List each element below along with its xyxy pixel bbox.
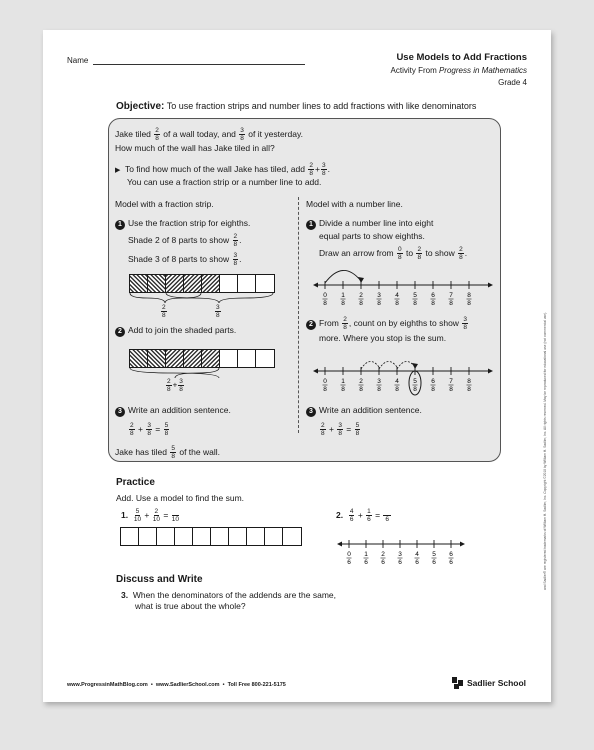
step-number: 3: [115, 407, 125, 417]
right-step-1c: Draw an arrow from $\frac{0}{8}$ to $\frac{2}{8}$ to show $\frac{2}{8}$ .: [319, 246, 468, 261]
tick-numerator: 3: [377, 292, 381, 299]
tick-numerator: 3: [398, 551, 402, 558]
name-label: Name: [67, 56, 89, 65]
step-number: 3: [306, 407, 316, 417]
fraction-strip-joined: [129, 349, 275, 368]
tick-numerator: 1: [364, 551, 368, 558]
tenths-strip[interactable]: [120, 527, 302, 546]
tick-numerator: 0: [323, 292, 327, 299]
sadlier-logo-icon: [451, 676, 465, 690]
tick-numerator: 5: [413, 378, 417, 385]
hint-line-1: ▶ To find how much of the wall Jake has tiled, add $\frac{2}{8}$ + $\frac{3}{8}$ .: [115, 162, 330, 177]
activity-source: Activity From Progress in Mathematics: [390, 66, 527, 75]
step-number: 2: [306, 320, 316, 330]
left-step-2: 2 Add to join the shaded parts.: [115, 325, 236, 337]
brace-label-b: $\frac{3}{8}$: [216, 304, 220, 320]
right-step-1b: equal parts to show eighths.: [319, 231, 425, 241]
column-divider: [298, 197, 299, 433]
hint-line-2: You can use a fraction strip or a number line to add.: [127, 177, 322, 187]
left-heading: Model with a fraction strip.: [115, 199, 214, 209]
problem-line-1: Jake tiled $\frac{2}{8}$ of a wall today, and $\frac{3}{8}$ of it yesterday.: [115, 127, 303, 142]
discuss-heading: Discuss and Write: [116, 574, 203, 585]
tick-denominator: 6: [347, 559, 351, 566]
tick-denominator: 8: [341, 300, 345, 307]
tick-numerator: 2: [359, 378, 363, 385]
practice-instruction: Add. Use a model to find the sum.: [116, 493, 245, 503]
brace-label-a: $\frac{2}{8}$: [162, 304, 166, 320]
tick-denominator: 8: [323, 386, 327, 393]
objective-text: To use fraction strips and number lines to add fractions with like denominators: [166, 101, 477, 111]
tick-denominator: 6: [398, 559, 402, 566]
phone-number: Toll Free 800-221-5175: [227, 682, 286, 688]
left-step-3: 3 Write an addition sentence.: [115, 405, 231, 417]
right-heading: Model with a number line.: [306, 199, 403, 209]
tick-numerator: 0: [323, 378, 327, 385]
tick-numerator: 1: [341, 292, 345, 299]
tick-numerator: 7: [449, 292, 453, 299]
grade-label: Grade 4: [498, 78, 527, 87]
tick-numerator: 7: [449, 378, 453, 385]
objective: [116, 101, 476, 112]
conclusion: Jake has tiled $\frac{5}{8}$ of the wall.: [115, 445, 220, 460]
right-addition-sentence: $\frac{2}{8}$ + $\frac{3}{8}$ = $\frac{5}{8}$: [321, 422, 360, 437]
tick-denominator: 6: [449, 559, 453, 566]
tick-denominator: 8: [431, 386, 435, 393]
tick-denominator: 8: [377, 386, 381, 393]
tick-denominator: 6: [432, 559, 436, 566]
tick-denominator: 8: [359, 386, 363, 393]
copyright-note: and Sadlier® are registered trademarks of William H. Sadlier, Inc. Copyright ©2018 by William H. Sadlier, Inc. All rights reserved. May be reproduced for educational use (not commercial use).: [543, 311, 547, 590]
site-link[interactable]: www.SadlierSchool.com: [155, 682, 220, 688]
left-step-1: 1 Use the fraction strip for eighths.: [115, 218, 250, 230]
step-number: 1: [115, 220, 125, 230]
left-step-1c: Shade 3 of 8 parts to show $\frac{3}{8}$ .: [128, 252, 242, 267]
tick-numerator: 2: [359, 292, 363, 299]
tick-numerator: 1: [341, 378, 345, 385]
worksheet-page: [43, 30, 551, 702]
practice-problem-2: 2. $\frac{4}{6}$ + $\frac{1}{6}$ = 6: [336, 508, 389, 523]
number-line-eighths-2: [313, 345, 495, 399]
tick-numerator: 8: [467, 292, 471, 299]
tick-numerator: 2: [381, 551, 385, 558]
tick-denominator: 8: [359, 300, 363, 307]
tick-denominator: 8: [431, 300, 435, 307]
tick-numerator: 6: [431, 292, 435, 299]
name-line[interactable]: [93, 64, 305, 65]
tick-numerator: 5: [413, 292, 417, 299]
header-block: [391, 52, 527, 87]
number-line-eighths-1: [313, 259, 495, 309]
tick-numerator: 4: [395, 378, 399, 385]
brand-logo: [451, 676, 526, 690]
tick-denominator: 8: [467, 300, 471, 307]
objective-label: Objective:: [116, 101, 165, 112]
tick-numerator: 5: [432, 551, 436, 558]
practice-heading: Practice: [116, 477, 155, 488]
tick-numerator: 4: [415, 551, 419, 558]
discuss-question-2: what is true about the whole?: [135, 601, 246, 611]
left-addition-sentence: $\frac{2}{8}$ + $\frac{3}{8}$ = $\frac{5}{8}$: [130, 422, 169, 437]
tick-denominator: 6: [415, 559, 419, 566]
footer-links: www.ProgressinMathBlog.com • www.SadlierSchool.com • Toll Free 800-221-5175: [67, 682, 286, 688]
problem-line-2: How much of the wall has Jake tiled in all?: [115, 143, 275, 153]
right-step-2: 2 From $\frac{2}{8}$ , count on by eighths to show $\frac{3}{8}$: [306, 316, 469, 331]
tick-numerator: 6: [449, 551, 453, 558]
tick-denominator: 8: [449, 386, 453, 393]
tick-denominator: 8: [413, 300, 417, 307]
discuss-question: 3. When the denominators of the addends are the same,: [121, 590, 337, 600]
right-step-2b: more. Where you stop is the sum.: [319, 333, 447, 343]
blog-link[interactable]: www.ProgressinMathBlog.com: [67, 682, 148, 688]
number-line-sixths[interactable]: [337, 530, 467, 570]
tick-numerator: 6: [431, 378, 435, 385]
tick-numerator: 4: [395, 292, 399, 299]
fraction-strip-eighths: [129, 274, 275, 293]
left-step-1b: Shade 2 of 8 parts to show $\frac{2}{8}$ .: [128, 233, 242, 248]
brand-name: Sadlier School: [467, 678, 527, 688]
tick-denominator: 8: [323, 300, 327, 307]
right-step-1: 1 Divide a number line into eight: [306, 218, 433, 230]
tick-denominator: 8: [395, 300, 399, 307]
practice-problem-1: 1. $\frac{5}{10}$ + $\frac{2}{10}$ = 10: [121, 508, 179, 523]
tick-denominator: 8: [467, 386, 471, 393]
tick-denominator: 6: [381, 559, 385, 566]
worked-example-box: [108, 118, 501, 462]
joined-brace-label: $\frac{2}{8}$ + $\frac{3}{8}$: [167, 378, 183, 393]
tick-denominator: 8: [341, 386, 345, 393]
tick-denominator: 8: [395, 386, 399, 393]
step-number: 2: [115, 327, 125, 337]
tick-numerator: 8: [467, 378, 471, 385]
tick-denominator: 8: [449, 300, 453, 307]
step-number: 1: [306, 220, 316, 230]
worksheet-title: Use Models to Add Fractions: [396, 52, 527, 63]
tick-numerator: 0: [347, 551, 351, 558]
play-triangle-icon: ▶: [115, 166, 121, 174]
right-step-3: 3 Write an addition sentence.: [306, 405, 422, 417]
tick-denominator: 8: [377, 300, 381, 307]
tick-numerator: 3: [377, 378, 381, 385]
tick-denominator: 8: [413, 386, 417, 393]
strip-braces: [129, 292, 279, 304]
tick-denominator: 6: [364, 559, 368, 566]
